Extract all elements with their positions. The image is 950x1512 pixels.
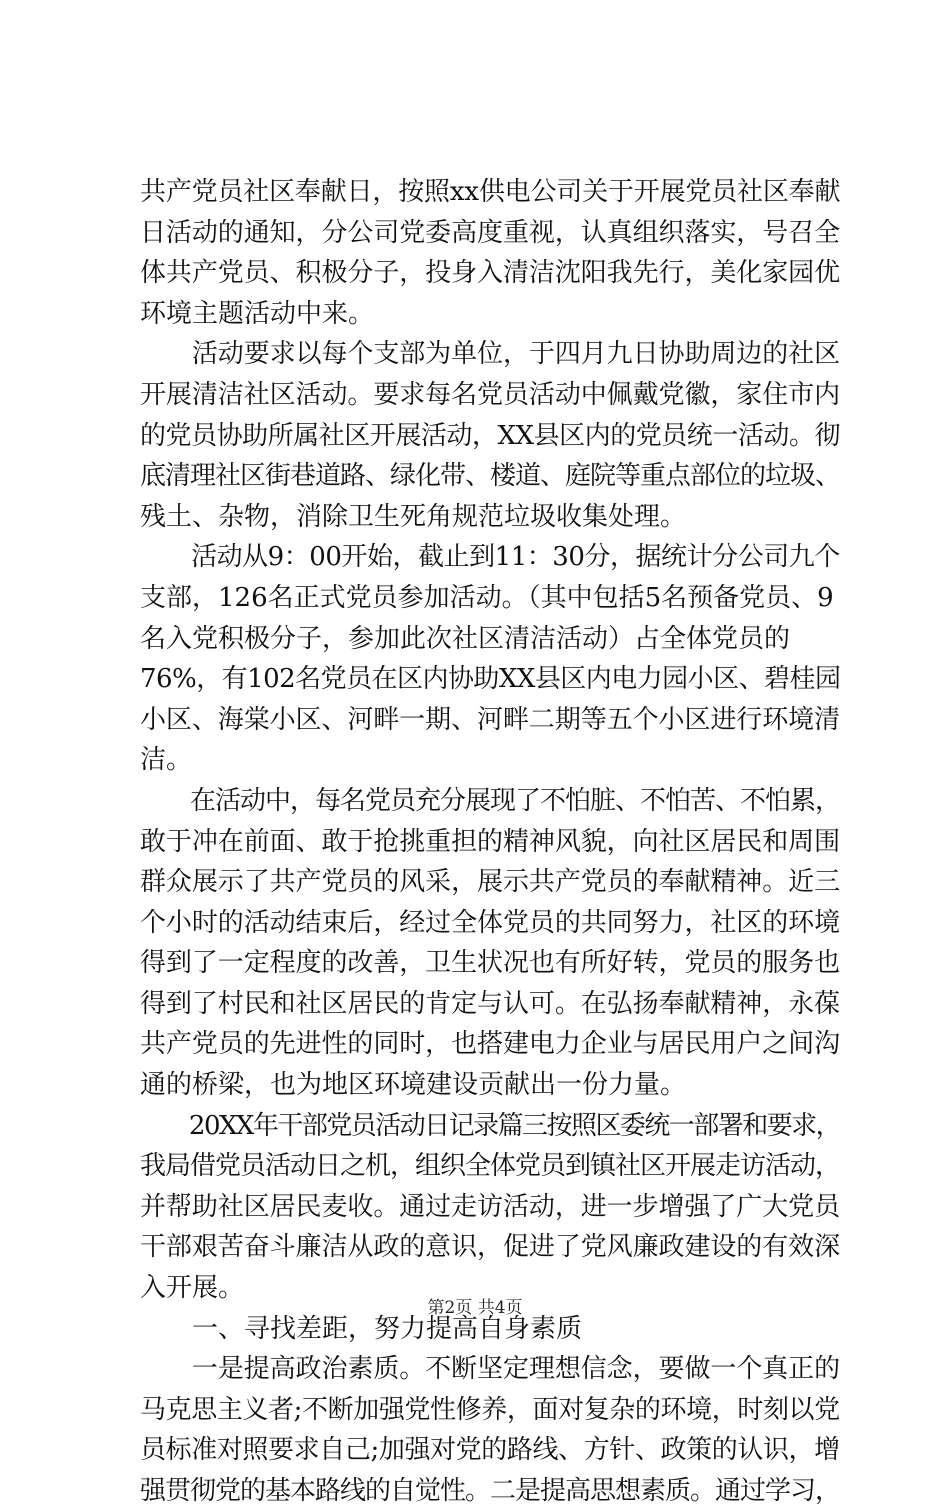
text-line: 共产党员社区奉献日，按照xx供电公司关于开展党员社区奉献 bbox=[140, 177, 841, 207]
text-line: 得到了村民和社区居民的肯定与认可。在弘扬奉献精神，永葆 bbox=[140, 988, 841, 1019]
text-line: 员标准对照要求自己;加强对党的路线、方针、政策的认识，增 bbox=[140, 1435, 840, 1466]
text-line: 敢于冲在前面、敢于抢挑重担的精神风貌，向社区居民和周围 bbox=[140, 826, 841, 857]
page-footer: 第2页 共4页 bbox=[427, 1298, 523, 1318]
text-line: 支部，126名正式党员参加活动。（其中包括5名预备党员、9 bbox=[140, 582, 834, 613]
text-line: 小区、海棠小区、河畔一期、河畔二期等五个小区进行环境清 bbox=[140, 704, 841, 735]
text-line: 群众展示了共产党员的风采，展示共产党员的奉献精神。近三 bbox=[140, 867, 841, 898]
text-line: 马克思主义者;不断加强党性修养，面对复杂的环境，时刻以党 bbox=[140, 1394, 840, 1425]
text-line: 底清理社区街巷道路、绿化带、楼道、庭院等重点部位的垃圾、 bbox=[140, 461, 841, 492]
text-line: 体共产党员、积极分子，投身入清洁沈阳我先行，美化家园优 bbox=[140, 258, 841, 289]
text-line: 20XX年干部党员活动日记录篇三按照区委统一部署和要求， bbox=[140, 1110, 841, 1141]
text-line: 干部艰苦奋斗廉洁从政的意识，促进了党风廉政建设的有效深 bbox=[140, 1232, 841, 1263]
text-line: 共产党员的先进性的同时，也搭建电力企业与居民用户之间沟 bbox=[140, 1029, 841, 1060]
text-line: 强贯彻党的基本路线的自觉性。二是提高思想素质。通过学习， bbox=[140, 1476, 841, 1506]
text-line: 得到了一定程度的改善，卫生状况也有所好转，党员的服务也 bbox=[140, 948, 841, 979]
text-line: 76%，有102名党员在区内协助XX县区内电力园小区、碧桂园 bbox=[140, 664, 841, 695]
text-line: 一、寻找差距，努力提高自身素质 bbox=[140, 1313, 583, 1344]
text-line: 在活动中，每名党员充分展现了不怕脏、不怕苦、不怕累， bbox=[140, 785, 841, 816]
text-line: 名入党积极分子，参加此次社区清洁活动）占全体党员的 bbox=[140, 623, 791, 654]
text-line: 开展清洁社区活动。要求每名党员活动中佩戴党徽，家住市内 bbox=[140, 379, 841, 410]
text-line: 活动从9：00开始，截止到11：30分，据统计分公司九个 bbox=[140, 542, 840, 573]
text-line: 入开展。 bbox=[140, 1273, 245, 1304]
text-line: 的党员协助所属社区开展活动，XX县区内的党员统一活动。彻 bbox=[140, 420, 841, 451]
text-line: 洁。 bbox=[140, 745, 193, 776]
text-line: 我局借党员活动日之机，组织全体党员到镇社区开展走访活动， bbox=[140, 1151, 841, 1182]
text-line: 并帮助社区居民麦收。通过走访活动，进一步增强了广大党员 bbox=[140, 1191, 841, 1222]
text-line: 残土、杂物，消除卫生死角规范垃圾收集处理。 bbox=[140, 501, 687, 532]
text-line: 个小时的活动结束后，经过全体党员的共同努力，社区的环境 bbox=[140, 907, 841, 938]
text-line: 环境主题活动中来。 bbox=[140, 298, 375, 329]
text-line: 一是提高政治素质。不断坚定理想信念，要做一个真正的 bbox=[140, 1354, 841, 1385]
text-line: 日活动的通知，分公司党委高度重视，认真组织落实，号召全 bbox=[140, 217, 841, 248]
text-line: 活动要求以每个支部为单位，于四月九日协助周边的社区 bbox=[140, 339, 841, 370]
text-line: 通的桥梁，也为地区环境建设贡献出一份力量。 bbox=[140, 1070, 687, 1101]
